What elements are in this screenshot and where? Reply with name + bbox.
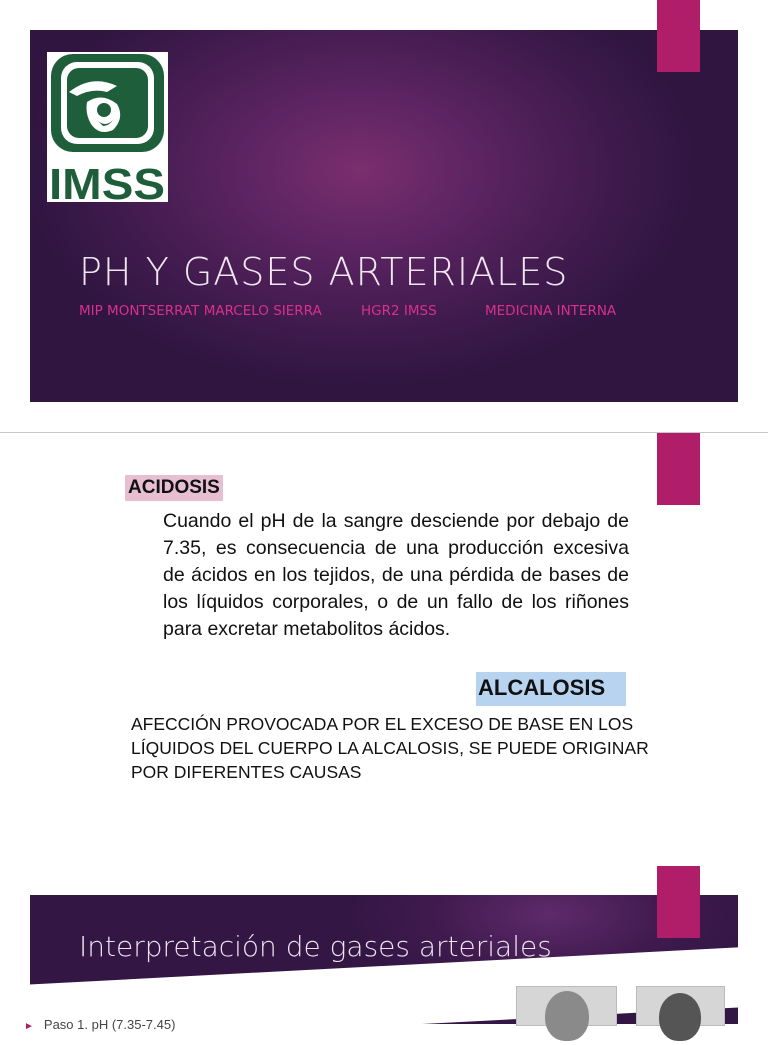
bullet-item xyxy=(24,1017,175,1032)
author-name: MIP MONTSERRAT MARCELO SIERRA xyxy=(79,303,322,319)
department-name: MEDICINA INTERNA xyxy=(485,303,617,319)
acidosis-heading: ACIDOSIS xyxy=(125,475,223,501)
bullet-arrow-icon: ► xyxy=(24,1021,34,1032)
accent-tab xyxy=(657,866,700,938)
accent-tab xyxy=(657,433,700,505)
imss-logo xyxy=(47,52,168,209)
bullet-text: Paso 1. pH (7.35-7.45) xyxy=(43,1017,176,1032)
slide-title: PH Y GASES ARTERIALES xyxy=(79,250,569,294)
logo-text: IMSS xyxy=(49,160,165,209)
portrait-photo xyxy=(636,986,725,1026)
hospital-name: HGR2 IMSS xyxy=(361,303,437,319)
portrait-photo xyxy=(516,986,617,1026)
accent-tab xyxy=(657,0,700,72)
alcalosis-heading: ALCALOSIS xyxy=(476,672,626,706)
acidosis-text: Cuando el pH de la sangre desciende por debajo de 7.35, es consecuencia de una producción excesiva de ácidos en los tejidos, de una pérdida de bases de los líquidos corporales, o de un fallo de los riñones para excretar metabolitos ácidos. xyxy=(163,510,629,640)
interpretation-title: Interpretación de gases arteriales xyxy=(79,930,552,963)
alcalosis-text: AFECCIÓN PROVOCADA POR EL EXCESO DE BASE EN LOS LÍQUIDOS DEL CUERPO LA ALCALOSIS, SE PUEDE ORIGINAR POR DIFERENTES CAUSAS xyxy=(131,714,649,782)
slide-divider xyxy=(0,432,768,433)
